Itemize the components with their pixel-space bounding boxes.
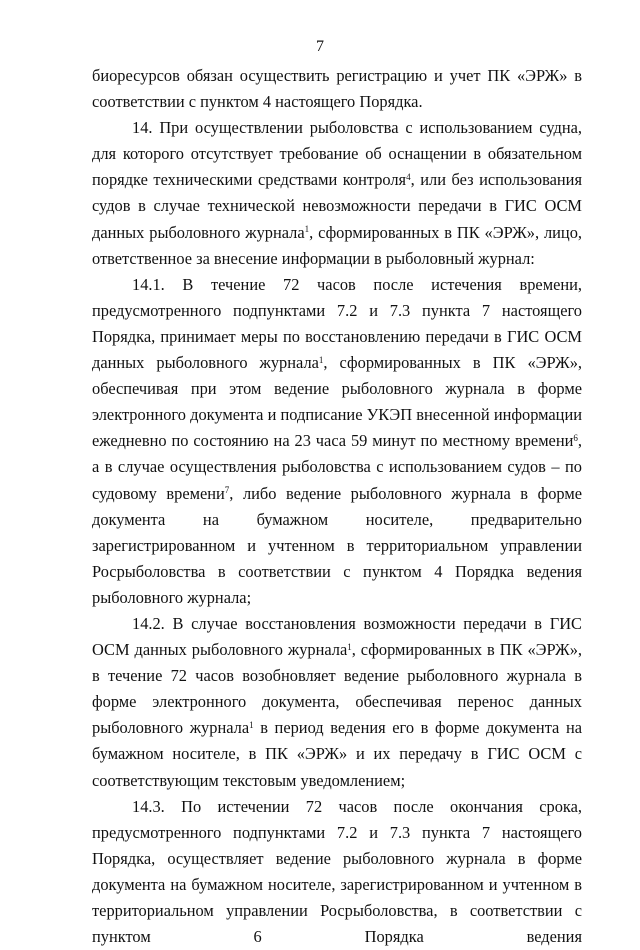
text-run: , а в случае осуществления рыболовства с использованием судов – по судовому времени — [92, 431, 582, 503]
text-run: , сформированных в ПК «ЭРЖ», в течение 72 часов возобновляет ведение рыболовного журнала в форме электронного документа, обеспечивая перенос данных рыболовного журнала — [92, 640, 582, 738]
footnote-marker: 1 — [304, 224, 310, 235]
document-body — [92, 63, 582, 950]
footnote-marker: 1 — [318, 354, 324, 365]
page-number: 7 — [316, 38, 324, 55]
text-run: , сформированных в ПК «ЭРЖ», лицо, ответственное за внесение информации в рыболовный журнал: — [92, 222, 582, 268]
footnote-marker: 1 — [347, 641, 352, 652]
text-run: , сформированных в ПК «ЭРЖ», обеспечивая при этом ведение рыболовного журнала в форме электронного документа и подписание УКЭП внесенной информации ежедневно по состоянию на 23 часа 59 минут по местному времени — [92, 353, 582, 451]
paragraph-item-14-1 — [92, 272, 582, 611]
paragraph-continuation — [92, 63, 582, 115]
footnote-marker: 1 — [249, 719, 254, 730]
text-run: , или без использования судов в случае технической невозможности передачи в ГИС ОСМ данных рыболовного журнала — [92, 170, 582, 242]
paragraph-item-14-3 — [92, 794, 582, 950]
text-run: , либо ведение рыболовного журнала в форме документа на бумажном носителе, предварительно зарегистрированном и учтенном в территориальном управлении Росрыболовства в соответствии с пунктом 4 Порядка ведения рыболовного журнала; — [92, 483, 582, 607]
paragraph-item-14 — [92, 115, 582, 272]
footnote-marker: 4 — [406, 171, 411, 182]
text-run: 14.3. По истечении 72 часов после окончания срока, предусмотренного подпунктами 7.2 и 7.3 пункта 7 настоящего Порядка, осуществляет ведение рыболовного журнала в форме документа на бумажном носителе, зарегистрированном и учтенном в территориальном управлении Росрыболовства, в соответствии с пунктом 6 Порядка ведения — [92, 796, 582, 947]
footnote-marker: 7 — [224, 485, 230, 496]
footnote-marker: 6 — [573, 432, 578, 443]
text-run: в период ведения его в форме документа на бумажном носителе, в ПК «ЭРЖ» и их передачу в ГИС ОСМ с соответствующим текстовым уведомлением; — [92, 718, 582, 790]
text-run: 14. При осуществлении рыболовства с использованием судна, для которого отсутствует требование об оснащении в обязательном порядке техническими средствами контроля — [92, 118, 582, 190]
text-run: биоресурсов обязан осуществить регистрацию и учет ПК «ЭРЖ» в соответствии с пунктом 4 настоящего Порядка. — [92, 66, 582, 112]
text-run: 14.2. В случае восстановления возможности передачи в ГИС ОСМ данных рыболовного журнала — [92, 613, 582, 660]
paragraph-item-14-2 — [92, 611, 582, 794]
text-run: 14.1. В течение 72 часов после истечения времени, предусмотренного подпунктами 7.2 и 7.3 пункта 7 настоящего Порядка, принимает меры по восстановлению передачи в ГИС ОСМ данных рыболовного журнала — [92, 274, 582, 373]
